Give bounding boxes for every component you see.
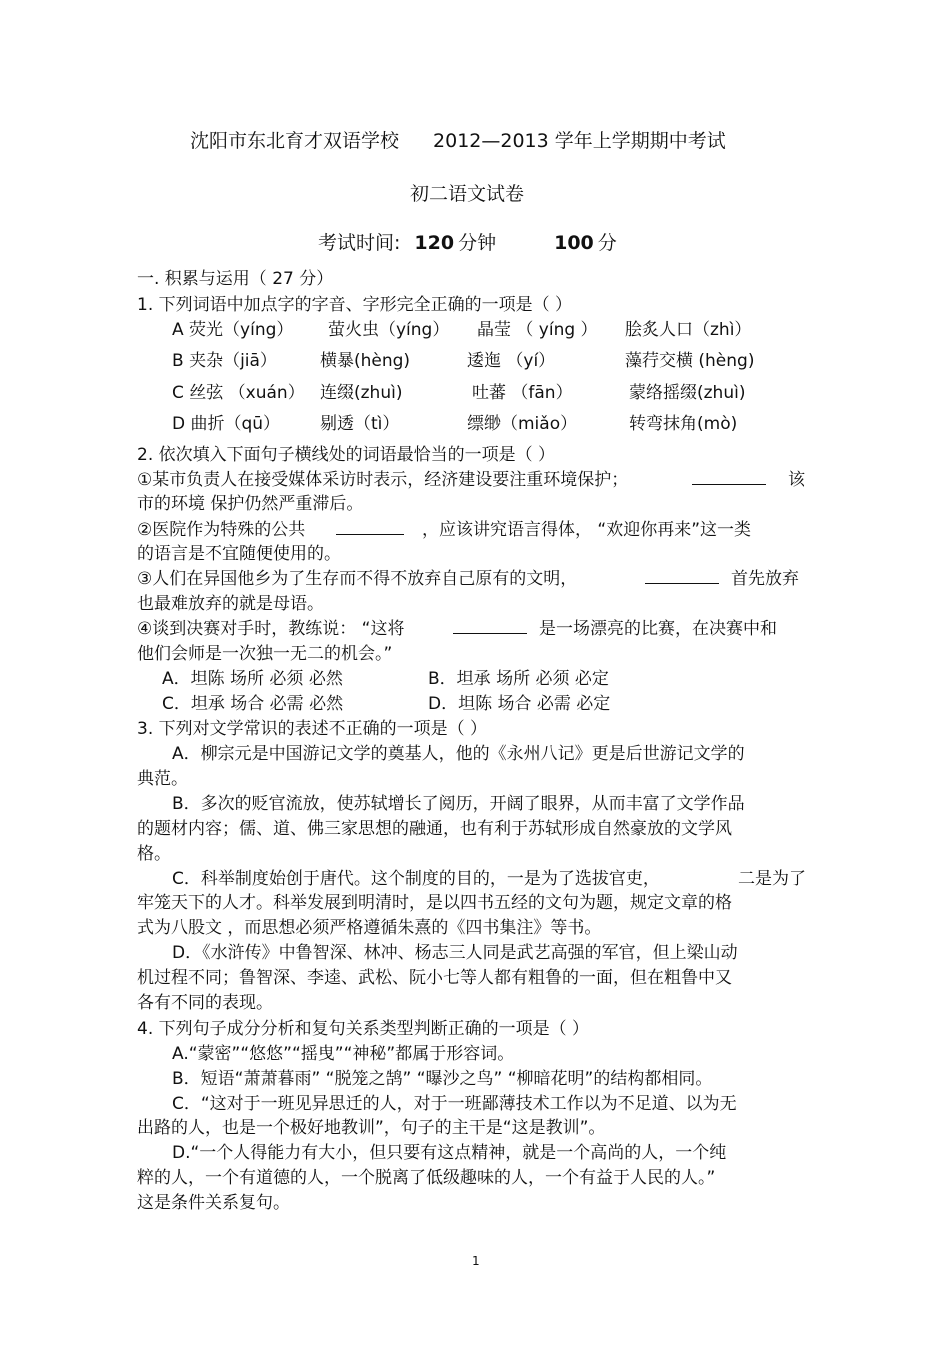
option-d-word2: 剔透（tì） (320, 414, 400, 434)
option-d-word4: 转弯抹角(mò) (629, 414, 738, 434)
option-a-word2: 萤火虫（yíng） (328, 320, 450, 340)
option-b-word3: 逶迤 （yí） (467, 351, 556, 371)
option-d-word1: D 曲折（qū） (172, 414, 281, 434)
choice-d-line1: D．《水浒传》中鲁智深、林冲、杨志三人同是武艺高强的军官，但上梁山动 (172, 943, 738, 963)
option-c-word3: 吐蕃 （fān） (472, 383, 573, 403)
question-stem: 4. 下列句子成分分析和复句关系类型判断正确的一项是（ ） (137, 1019, 590, 1039)
sentence-1-tail: 该 (788, 470, 805, 490)
time-label: 考试时间: (318, 232, 401, 254)
fill-blank (453, 618, 527, 640)
option-a-word1: A 荧光（yíng） (172, 320, 294, 340)
sentence-3-tail: 首先放弃 (731, 569, 799, 589)
option-c-word1: C 丝弦 （xuán） (172, 383, 305, 403)
sentence-4-tail: 是一场漂亮的比赛，在决赛中和 (539, 619, 777, 639)
score-value: 100 (554, 232, 594, 254)
question-stem: 1. 下列词语中加点字的字音、字形完全正确的一项是（ ） (137, 295, 573, 315)
option-b-word1: B 夹杂（jiā） (172, 351, 277, 371)
choice-b-line3: 格。 (137, 844, 171, 864)
choice-a: A.“蒙密”“悠悠”“摇曳”“神秘”都属于形容词。 (172, 1044, 515, 1064)
time-unit: 分钟 (458, 232, 497, 254)
choice-d: D．坦陈 场合 必需 必定 (428, 694, 611, 714)
choice-b: B．坦承 场所 必须 必定 (428, 669, 609, 689)
option-c-word2: 连缀(zhuì) (320, 383, 403, 403)
choice-d-line1: D.“一个人得能力有大小，但只要有这点精神，就是一个高尚的人，一个纯 (172, 1143, 727, 1163)
option-c-word4: 蒙络摇缀(zhuì) (629, 383, 746, 403)
choice-c-line2: 出路的人，也是一个极好地教训”，句子的主干是“这是教训”。 (137, 1118, 606, 1138)
choice-d-line2: 机过程不同；鲁智深、李逵、武松、阮小七等人都有粗鲁的一面，但在粗鲁中又 (137, 968, 732, 988)
sentence-4: ④谈到决赛对手时，教练说： “这将 (137, 619, 405, 639)
sentence-2-cont: 的语言是不宜随便使用的。 (137, 544, 341, 564)
choice-d-line3: 各有不同的表现。 (137, 993, 273, 1013)
choice-c-line3: 式为八股文 ，而思想必须严格遵循朱熹的《四书集注》等书。 (137, 918, 602, 938)
option-b-word2: 横暴(hèng) (320, 351, 411, 371)
sentence-4-cont: 他们会师是一次独一无二的机会。” (137, 644, 393, 664)
fill-blank (645, 568, 719, 590)
option-a-word3: 晶莹 （ yíng ） (477, 320, 598, 340)
time-value: 120 (414, 232, 455, 254)
question-stem: 2. 依次填入下面句子横线处的词语最恰当的一项是（ ） (137, 445, 556, 465)
option-d-word3: 缥缈（miǎo） (467, 414, 578, 434)
choice-c: C．坦承 场合 必需 必然 (162, 694, 344, 714)
exam-term: 2012—2013 学年上学期期中考试 (433, 130, 726, 152)
choice-d-line3: 这是条件关系复句。 (137, 1193, 290, 1213)
option-a-word4: 脍炙人口（zhì） (625, 320, 752, 340)
choice-c-line2: 牢笼天下的人才。科举发展到明清时，是以四书五经的文句为题，规定文章的格 (137, 893, 732, 913)
choice-c-line1-tail: 二是为了 (738, 869, 806, 889)
fill-blank (336, 519, 404, 541)
sentence-3: ③人们在异国他乡为了生存而不得不放弃自己原有的文明， (137, 569, 578, 589)
option-b-word4: 藻荇交横 (hèng) (625, 351, 755, 371)
choice-c-line1: C．科举制度始创于唐代。这个制度的目的，一是为了选拔官吏， (172, 869, 660, 889)
sentence-2: ②医院作为特殊的公共 (137, 520, 306, 540)
choice-d-line2: 粹的人，一个有道德的人，一个脱离了低级趣味的人，一个有益于人民的人。” (137, 1168, 716, 1188)
exam-subtitle: 初二语文试卷 (410, 183, 525, 205)
sentence-1: ①某市负责人在接受媒体采访时表示，经济建设要注重环境保护； (137, 470, 629, 490)
choice-b-line1: B．多次的贬官流放，使苏轼增长了阅历，开阔了眼界，从而丰富了文学作品 (172, 794, 745, 814)
choice-b-line2: 的题材内容；儒、道、佛三家思想的融通，也有利于苏轼形成自然豪放的文学风 (137, 819, 732, 839)
fill-blank (692, 469, 766, 491)
school-name: 沈阳市东北育才双语学校 (190, 130, 400, 152)
choice-b: B．短语“萧萧暮雨” “脱笼之鹄” “曝沙之鸟” “柳暗花明”的结构都相同。 (172, 1069, 713, 1089)
page-number: 1 (472, 1254, 480, 1268)
exam-time-line (318, 232, 617, 254)
score-unit: 分 (597, 232, 617, 254)
choice-a-line1: A．柳宗元是中国游记文学的奠基人，他的《永州八记》更是后世游记文学的 (172, 744, 745, 764)
sentence-1-cont: 市的环境 保护仍然严重滞后。 (137, 494, 364, 514)
choice-a: A．坦陈 场所 必须 必然 (162, 669, 343, 689)
question-stem: 3. 下列对文学常识的表述不正确的一项是（ ） (137, 719, 488, 739)
section-heading: 一. 积累与运用（ 27 分） (137, 269, 334, 289)
choice-c-line1: C．“这对于一班见异思迁的人，对于一班鄙薄技术工作以为不足道、以为无 (172, 1094, 737, 1114)
sentence-2-tail: ，应该讲究语言得体， “欢迎你再来”这一类 (422, 520, 752, 540)
exam-title (190, 130, 726, 152)
sentence-3-cont: 也最难放弃的就是母语。 (137, 594, 324, 614)
choice-a-line2: 典范。 (137, 769, 188, 789)
